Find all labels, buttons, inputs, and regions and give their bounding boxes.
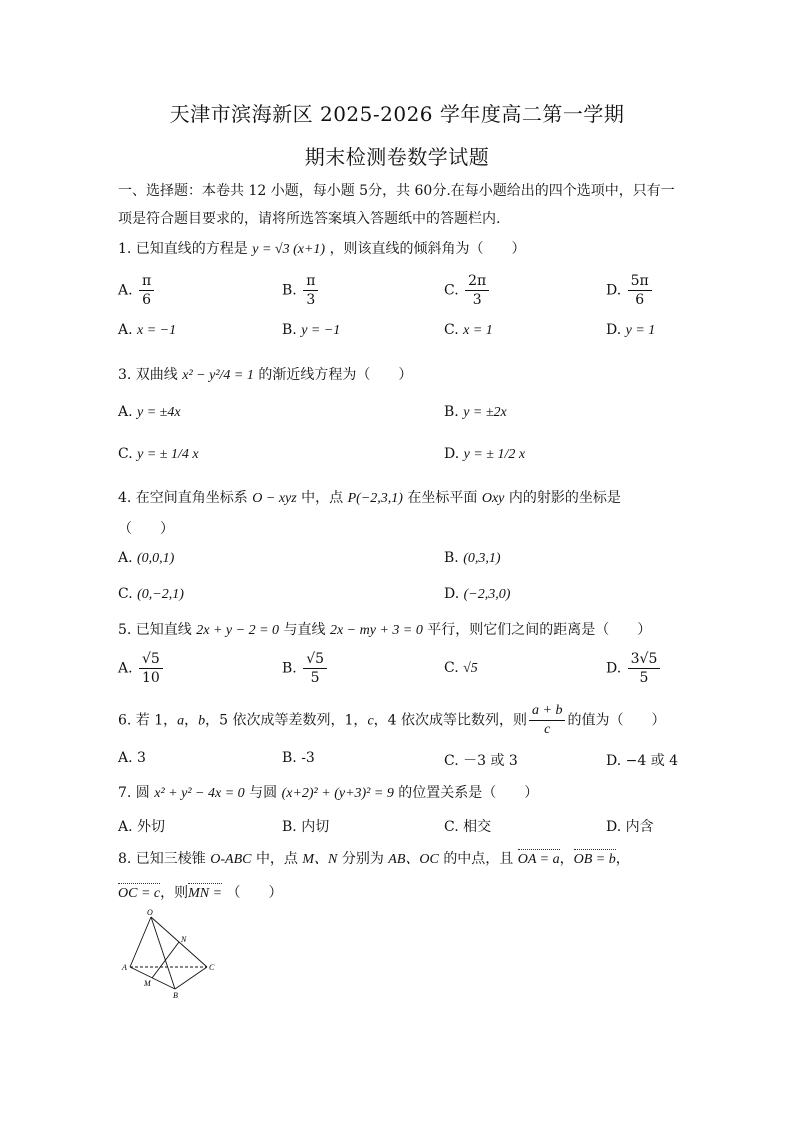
exam-subtitle: 期末检测卷数学试题 [304,145,490,169]
q3-equation: x² − y²/4 = 1 [182,368,254,383]
q7-text-b: 与圆 [249,785,278,801]
segment-mn [152,942,179,978]
denominator: 5 [310,670,320,686]
question-8-cont [118,882,283,902]
q8-text-a: 8. 已知三棱锥 [118,851,206,867]
q2-option-c[interactable] [444,322,493,339]
option-value: －3 或 3 [463,753,518,769]
denominator: 3 [306,292,316,308]
option-label: C. [118,586,133,602]
numerator: π [303,272,318,291]
option-label: A. [118,819,133,835]
option-value: (−2,3,0) [463,587,511,602]
option-label: C. [444,660,459,676]
q7-option-a[interactable] [118,816,165,836]
edge-oa [130,917,151,967]
q5-option-c[interactable] [444,660,478,677]
q8-vector-mn: MN = [188,886,223,901]
question-7 [118,782,538,802]
q1-text-a: 1. 已知直线的方程是 [118,241,248,257]
option-label: A. [118,550,133,566]
tetrahedron-figure [115,905,225,1000]
question-6 [118,702,665,739]
q6-text-d: 的值为（ ） [567,712,666,729]
option-value: y = −1 [301,323,341,338]
tetrahedron-edges [130,917,207,989]
q1-equation: y = √3 (x+1) [252,242,326,257]
question-4 [118,487,621,507]
edge-bc [175,967,207,989]
q6-option-b[interactable] [282,750,315,766]
q1-option-d[interactable] [606,272,654,309]
q4-blank: （ ） [118,521,174,537]
option-label: C. [444,819,459,835]
q6-text-c: ，4 依次成等比数列，则 [373,712,528,729]
q1-text-b: ，则该直线的倾斜角为（ ） [329,241,526,257]
option-value: y = ± 1/2 x [463,447,526,462]
q8-text-b: 中，点 [255,851,298,867]
option-value: y = ±2x [463,405,507,420]
q8-text-d: 的中点，且 [443,851,514,867]
option-label: C. [118,446,133,462]
q8-text-e: ，则 [160,885,189,901]
q3-option-c[interactable] [118,446,199,463]
vertex-label-o: O [147,908,153,917]
vertex-label-c: C [209,963,215,972]
point-label-m: M [144,979,151,988]
q6-var-c: c [367,713,374,729]
q5-equation-2: 2x − my + 3 = 0 [329,623,423,638]
q4-text-b: 中，点 [301,490,344,506]
q7-equation-1: x² + y² − 4x = 0 [154,786,245,801]
numerator: π [139,272,154,291]
option-value: x = 1 [463,323,493,338]
q6-var-b: b [198,713,206,729]
q7-text-a: 7. 圆 [118,785,150,801]
q5-text-c: 平行，则它们之间的距离是（ ） [427,622,652,638]
option-value: -3 [301,750,315,766]
q7-option-c[interactable] [444,816,491,836]
option-label: D. [606,819,622,835]
denominator: c [544,722,551,737]
exam-title: 天津市滨海新区 2025-2026 学年度高二第一学期 [169,102,625,126]
option-value: y = 1 [625,323,656,338]
option-label: B. [282,750,297,766]
denominator: 6 [142,292,152,308]
q6-option-d[interactable] [606,750,678,770]
q6-option-a[interactable] [118,750,146,766]
question-8 [118,848,630,868]
q8-pyramid: O-ABC [210,852,252,867]
q4-option-d[interactable] [444,586,510,603]
option-label: D. [606,282,622,299]
q1-option-b[interactable] [282,272,320,309]
vertex-label-a: A [122,963,127,972]
fraction [139,650,163,687]
q7-equation-2: (x+2)² + (y+3)² = 9 [281,786,394,801]
option-value: √5 [463,661,478,676]
option-label: A. [118,660,133,677]
option-label: D. [444,586,460,602]
option-label: B. [444,404,459,420]
option-label: A. [118,322,133,338]
q7-text-c: 的位置关系是（ ） [398,785,539,801]
q4-point: P(−2,3,1) [347,491,403,506]
denominator: 10 [142,670,160,686]
q8-blank: （ ） [226,885,283,901]
option-value: (0,0,1) [137,551,175,566]
q4-system: O − xyz [252,491,297,506]
numerator: √5 [139,650,163,669]
q3-option-d[interactable] [444,446,525,463]
option-label: C. [444,322,459,338]
fraction [628,272,652,309]
numerator: 5π [628,272,652,291]
option-value: y = ± 1/4 x [137,447,199,462]
option-value: 内切 [301,819,330,835]
fraction [303,650,327,687]
q6-text-b: ，5 依次成等差数列，1， [205,712,368,729]
q8-sep: ， [615,851,630,867]
q5-option-b[interactable] [282,650,329,687]
option-value: (0,3,1) [463,551,501,566]
fraction [628,650,661,687]
q6-fraction [529,702,565,739]
q8-points: M、N [302,852,338,867]
q4-option-b[interactable] [444,550,501,567]
q4-option-c[interactable] [118,586,184,603]
q5-option-d[interactable] [606,650,662,687]
option-label: B. [282,819,297,835]
option-label: B. [282,660,297,677]
option-label: B. [444,550,459,566]
vertex-label-b: B [173,991,178,1000]
q3-option-a[interactable] [118,404,181,421]
option-label: A. [118,404,133,420]
q8-text-c: 分别为 [341,851,384,867]
option-value: x = −1 [137,323,177,338]
q5-text-a: 5. 已知直线 [118,622,192,638]
question-3 [118,364,412,384]
fraction [465,272,489,309]
question-5 [118,619,651,639]
q8-sep: ， [559,851,574,867]
point-label-n: N [181,935,187,944]
q6-sep: ， [184,712,199,729]
denominator: 5 [639,670,649,686]
numerator: 3√5 [628,650,661,669]
option-label: D. [606,322,622,338]
q8-vector-ob: OB = b [573,852,616,867]
q6-option-c[interactable] [444,750,518,770]
option-label: D. [606,660,622,677]
option-value: 外切 [137,819,166,835]
q7-option-d[interactable] [606,816,654,836]
q1-option-c[interactable] [444,272,491,309]
denominator: 3 [472,292,482,308]
denominator: 6 [635,292,645,308]
option-label: C. [444,282,459,299]
q4-text-c: 在坐标平面 [407,490,478,506]
q5-option-a[interactable] [118,650,165,687]
q4-option-a[interactable] [118,550,174,567]
q1-option-a[interactable] [118,272,156,309]
q8-vector-oc: OC = c [118,886,161,901]
option-value: y = ±4x [137,405,181,420]
option-label: C. [444,753,459,769]
option-value: (0,−2,1) [137,587,184,602]
q3-text-a: 3. 双曲线 [118,367,178,383]
q2-option-a[interactable] [118,322,176,339]
q6-var-a: a [177,713,185,729]
option-label: D. [606,753,622,769]
q3-option-b[interactable] [444,404,507,421]
q8-vector-oa: OA = a [517,852,560,867]
q2-option-b[interactable] [282,322,340,339]
q6-text-a: 6. 若 1， [118,712,178,729]
option-value: 内含 [625,819,654,835]
q5-equation-1: 2x + y − 2 = 0 [196,623,280,638]
option-value: −4 或 4 [625,753,679,769]
numerator: a + b [529,702,565,721]
option-label: A. [118,750,133,766]
q4-text-d: 内的射影的坐标是 [508,490,621,506]
q4-plane: Oxy [481,491,505,506]
section-instructions-2: 项是符合题目要求的，请将所选答案填入答题纸中的答题栏内. [118,211,501,227]
option-label: B. [282,282,297,299]
q8-segments: AB、OC [388,852,439,867]
option-label: A. [118,282,133,299]
numerator: 2π [465,272,489,291]
q3-text-b: 的渐近线方程为（ ） [258,367,413,383]
option-value: 相交 [463,819,492,835]
section-instructions-1: 一、选择题：本卷共 12 小题，每小题 5分，共 60分.在每小题给出的四个选项中，只有一 [118,183,675,199]
option-label: D. [444,446,460,462]
q7-option-b[interactable] [282,816,329,836]
fraction [139,272,154,309]
option-label: B. [282,322,297,338]
question-1 [118,238,526,258]
q5-text-b: 与直线 [283,622,326,638]
numerator: √5 [303,650,327,669]
option-value: 3 [137,750,146,766]
q2-option-d[interactable] [606,322,655,339]
q4-text-a: 4. 在空间直角坐标系 [118,490,248,506]
fraction [303,272,318,309]
